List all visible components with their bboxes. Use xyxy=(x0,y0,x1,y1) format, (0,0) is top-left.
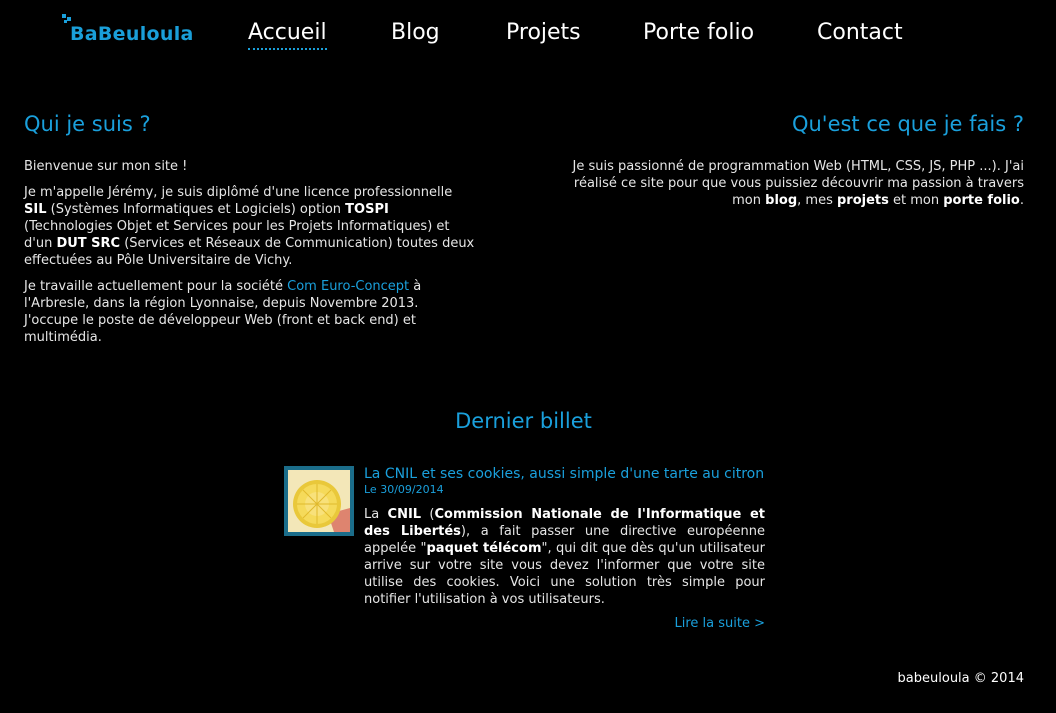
post-thumbnail[interactable] xyxy=(284,466,354,536)
latest-post-title: Dernier billet xyxy=(455,409,592,433)
cnil-full-strong: Commission Nationale de l'Informatique et des Libertés xyxy=(364,507,766,539)
text-run: Je suis passionné de programmation Web (HTML, CSS, JS, PHP ...). J'ai réalisé ce site pour que vous puissiez découvrir ma passion à travers mon xyxy=(572,159,1024,208)
about-title: Qui je suis ? xyxy=(24,112,151,136)
post-date: Le 30/09/2014 xyxy=(364,483,444,496)
text-run: ", qui dit que dès qu'un utilisateur arrive sur votre site vous devez l'informer que votre site utilise des cookies. Voici une solution très simple pour notifier l'utilisation à vos utilisateurs. xyxy=(364,541,765,607)
nav-projets[interactable]: Projets xyxy=(506,20,581,45)
dut-strong: DUT SRC xyxy=(56,236,121,251)
post-title-link[interactable]: La CNIL et ses cookies, aussi simple d'une tarte au citron xyxy=(364,466,765,482)
nav-contact[interactable]: Contact xyxy=(817,20,903,45)
text-run: (Services et Réseaux de Communication) toutes deux effectuées au Pôle Universitaire de Vichy. xyxy=(24,236,475,268)
company-link[interactable]: Com Euro-Concept xyxy=(287,279,410,294)
cnil-strong: CNIL xyxy=(387,507,422,522)
post-card xyxy=(364,466,765,631)
text-run: . xyxy=(1019,193,1024,208)
about-welcome: Bienvenue sur mon site ! xyxy=(24,159,188,174)
lemon-tart-image xyxy=(288,470,350,532)
text-run: Je travaille actuellement pour la société xyxy=(24,279,288,294)
work-section xyxy=(564,158,1024,209)
text-run: et mon xyxy=(888,193,944,208)
nav-porte-folio[interactable]: Porte folio xyxy=(643,20,755,45)
main-nav xyxy=(0,20,1056,60)
text-run: , mes xyxy=(797,193,837,208)
about-paragraph-2 xyxy=(24,278,476,346)
sil-strong: SIL xyxy=(24,202,47,217)
nav-blog[interactable]: Blog xyxy=(391,20,440,45)
text-run: ), a fait passer une directive européenne appelée " xyxy=(364,524,765,556)
nav-accueil[interactable]: Accueil xyxy=(248,20,327,50)
blog-link[interactable]: blog xyxy=(765,193,798,208)
post-excerpt xyxy=(364,506,765,608)
portfolio-link[interactable]: porte folio xyxy=(943,193,1020,208)
logo-text: BaBeuloula xyxy=(70,23,194,45)
read-more-link[interactable]: Lire la suite > xyxy=(674,616,765,631)
footer-copyright: babeuloula © 2014 xyxy=(897,671,1024,686)
about-paragraph-1 xyxy=(24,184,476,269)
work-title: Qu'est ce que je fais ? xyxy=(791,112,1024,136)
text-run: La xyxy=(364,507,388,522)
text-run: Je m'appelle Jérémy, je suis diplômé d'une licence professionnelle xyxy=(24,185,453,200)
projets-link[interactable]: projets xyxy=(836,193,889,208)
work-paragraph xyxy=(564,158,1024,209)
text-run: ( xyxy=(421,507,435,522)
text-run: à l'Arbresle, dans la région Lyonnaise, depuis Novembre 2013. J'occupe le poste de développeur Web (front et back end) et multimédia. xyxy=(24,279,422,345)
tospi-strong: TOSPI xyxy=(345,202,389,217)
text-run: (Systèmes Informatiques et Logiciels) option xyxy=(46,202,346,217)
paquet-strong: paquet télécom xyxy=(426,541,542,556)
text-run: (Technologies Objet et Services pour les Projets Informatiques) et d'un xyxy=(24,219,450,251)
about-section xyxy=(24,158,476,355)
